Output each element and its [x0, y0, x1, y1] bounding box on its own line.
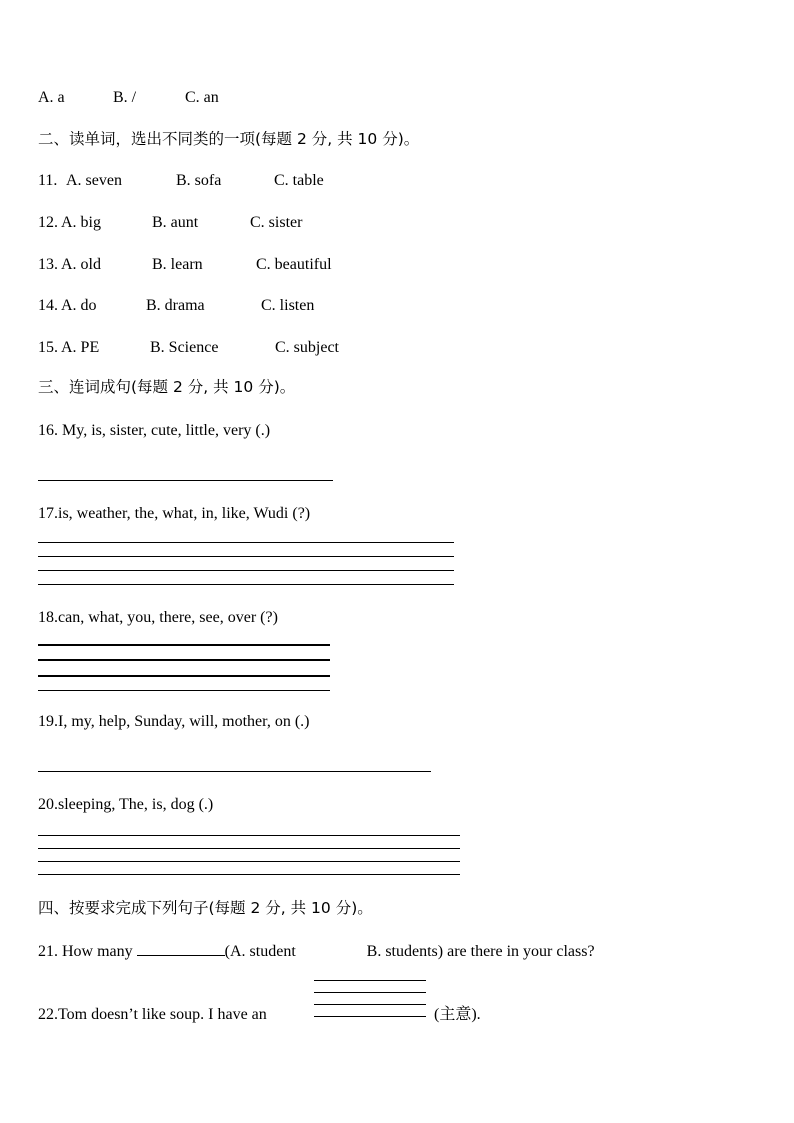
option-c: C. listen — [261, 297, 315, 314]
options-row-10 — [38, 88, 219, 108]
option-a: A. old — [61, 256, 101, 273]
question-number: 13. — [38, 256, 58, 273]
question-20: 20.sleeping, The, is, dog (.) — [38, 796, 214, 813]
answer-line — [314, 992, 426, 993]
option-a: A. big — [61, 214, 101, 231]
option-c: C. an — [185, 89, 219, 106]
option-a: A. seven — [66, 172, 122, 189]
question-number: 12. — [38, 214, 58, 231]
answer-line[interactable] — [38, 771, 431, 772]
question-21-option-a: (A. student — [224, 943, 296, 960]
option-b: B. sofa — [176, 172, 222, 189]
answer-line — [38, 556, 454, 557]
section-heading-3: 三、连词成句(每题 2 分, 共 10 分)。 — [38, 378, 296, 396]
option-a: A. PE — [61, 339, 100, 356]
question-11 — [38, 171, 324, 191]
question-14 — [38, 296, 314, 316]
option-a: A. do — [61, 297, 97, 314]
question-21 — [38, 941, 595, 962]
answer-line — [38, 570, 454, 571]
question-number: 14. — [38, 297, 58, 314]
question-16: 16. My, is, sister, cute, little, very (.) — [38, 422, 271, 439]
option-b: B. Science — [150, 339, 219, 356]
option-c: C. beautiful — [256, 256, 332, 273]
answer-blank[interactable] — [137, 941, 225, 956]
question-22-prefix: 22.Tom doesn’t like soup. I have an — [38, 1006, 267, 1023]
question-22-suffix: (主意). — [434, 1006, 481, 1023]
question-13 — [38, 255, 332, 275]
option-a: A. a — [38, 89, 65, 106]
question-number: 15. — [38, 339, 58, 356]
section-heading-2: 二、读单词，选出不同类的一项(每题 2 分, 共 10 分)。 — [38, 130, 420, 148]
section-heading-4: 四、按要求完成下列句子(每题 2 分, 共 10 分)。 — [38, 899, 373, 917]
answer-line — [38, 861, 460, 862]
option-b: B. aunt — [152, 214, 199, 231]
answer-line — [38, 874, 460, 875]
answer-line[interactable] — [38, 835, 460, 836]
question-15 — [38, 338, 339, 358]
answer-line — [38, 584, 454, 585]
answer-line — [38, 690, 330, 691]
option-c: C. sister — [250, 214, 303, 231]
answer-line[interactable] — [38, 542, 454, 543]
answer-line — [314, 980, 426, 981]
question-18: 18.can, what, you, there, see, over (?) — [38, 609, 278, 626]
question-12 — [38, 213, 302, 233]
option-b: B. / — [113, 89, 137, 106]
answer-line — [38, 659, 330, 661]
question-19: 19.I, my, help, Sunday, will, mother, on (.) — [38, 713, 310, 730]
question-22 — [38, 1005, 481, 1025]
answer-line[interactable] — [38, 644, 330, 646]
option-b: B. drama — [146, 297, 205, 314]
question-number: 11. — [38, 172, 58, 189]
answer-line[interactable] — [38, 480, 333, 481]
answer-line — [38, 675, 330, 677]
option-b: B. learn — [152, 256, 203, 273]
question-21-prefix: 21. How many — [38, 943, 133, 960]
question-21-suffix: B. students) are there in your class? — [366, 943, 595, 960]
option-c: C. table — [274, 172, 324, 189]
question-17: 17.is, weather, the, what, in, like, Wudi (?) — [38, 505, 311, 522]
option-c: C. subject — [275, 339, 339, 356]
answer-line — [38, 848, 460, 849]
